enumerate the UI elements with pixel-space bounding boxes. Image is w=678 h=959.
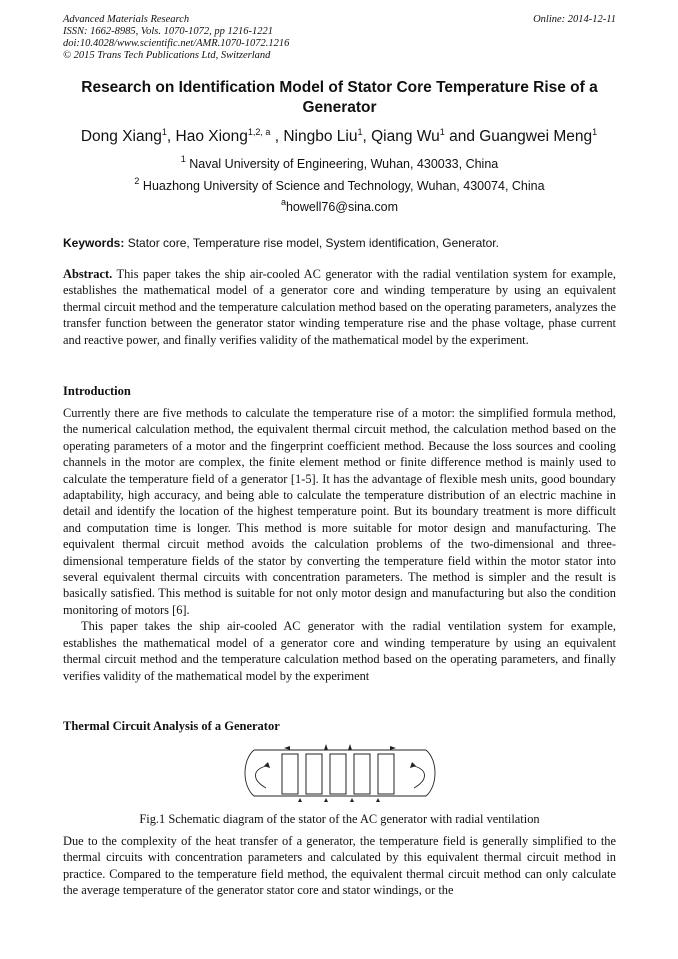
thermal-circuit-section [63,833,616,899]
author-separator: , [166,128,176,145]
abstract [63,266,616,348]
airflow-arrow [390,746,396,750]
keywords-label: Keywords: [63,236,125,250]
airflow-arrow [264,762,270,768]
figure-1-stator-diagram [240,740,440,806]
stator-segment [282,754,298,794]
author-affiliation-mark: 1,2, a [247,127,271,137]
author-name: Ningbo Liu [283,128,358,145]
airflow-arrow [324,798,328,802]
affiliation-text: Huazhong University of Science and Technology, Wuhan, 430074, China [139,179,545,193]
airflow-arrow [298,798,302,802]
airflow-arrow [376,798,380,802]
author-email[interactable] [63,197,616,214]
journal-issn: ISSN: 1662-8985, Vols. 1070-1072, pp 1216-1221 [63,26,273,37]
figure-caption: Fig.1 Schematic diagram of the stator of the AC generator with radial ventilation [139,812,540,826]
affiliation-mark: 2 [134,176,140,186]
author-name: Guangwei Meng [479,128,593,145]
affiliation-text: Naval University of Engineering, Wuhan, 430033, China [185,157,499,171]
airflow-arrow [284,746,290,750]
author-affiliation-mark: 1 [439,127,445,137]
airflow-arrow [324,744,328,750]
affiliation-2 [63,176,616,193]
section-heading-introduction: Introduction [63,384,131,398]
section-heading-thermal-circuit: Thermal Circuit Analysis of a Generator [63,719,280,733]
paragraph: This paper takes the ship air-cooled AC generator with the radial ventilation system for example, establishes the mathematical model of a generator core and winding temperature by using an equivalent thermal circuit method and the temperature calculation method based on the operating parameters, and finally verifies validity of the mathematical model by the experiment [63,619,616,683]
author-affiliation-mark: 1 [592,127,598,137]
online-date: Online: 2014-12-11 [533,14,616,25]
affiliation-mark: 1 [180,154,186,164]
journal-header [63,14,616,62]
right-air-loop [414,766,425,788]
author-list [30,128,648,146]
keywords-text: Stator core, Temperature rise model, System identification, Generator. [124,236,499,250]
keywords [63,236,616,250]
stator-segment [378,754,394,794]
author-separator: , [362,128,372,145]
email-mark: a [280,197,286,207]
author-separator: , [270,128,284,145]
stator-segment [330,754,346,794]
abstract-label: Abstract. [63,267,113,281]
author-name: Hao Xiong [175,128,248,145]
email-address[interactable]: howell76@sina.com [285,200,399,214]
journal-name: Advanced Materials Research [63,14,190,25]
paragraph: Due to the complexity of the heat transfer of a generator, the temperature field is generally simplified to the thermal circuits with concentration parameters and calculated by this equivalent thermal circuit method in practice. Compared to the temperature field method, the equivalent thermal circuit method can only calculate the average temperature of the generator stator core and stator windings, or the [63,834,616,898]
paragraph: Currently there are five methods to calculate the temperature rise of a motor: the simplified formula method, the numerical calculation method, the equivalent thermal circuit method, the calculation method based on the operating parameters of a motor and the fingerprint coefficient method. Because the loss sources and cooling channels in the motor are complex, the finite element method or finite difference method is mainly used to calculate the temperature field of a generator [1-5]. It has the advantage of flexible mesh units, good boundary adaptability, high accuracy, and being able to calculate the temperature distribution of an electric machine in detail and identify the location of the highest temperature point. But its boundary treatment is more difficult and computation time is longer. This method is more suitable for motor design and manufacturing. The equivalent thermal circuit method avoids the calculation problems of the two-dimensional and three-dimensional temperature fields of the stator by converting the temperature field within the motor stator into several equivalent thermal circuits with concentration parameters. The method is simpler and the result is basically satisfied. This method is suitable for not only motor design and manufacturing but also the condition monitoring of motors [6]. [63,406,616,617]
paper-title: Research on Identification Model of Stator Core Temperature Rise of a Generator [81,79,598,116]
author-name: Qiang Wu [371,128,440,145]
left-air-loop [256,766,267,788]
abstract-text: This paper takes the ship air-cooled AC generator with the radial ventilation system for example, establishes the mathematical model of a generator core and winding temperature by using an equivalent thermal circuit method and the temperature calculation method based on the operating parameters, analyzes the transfer function between the generator stator winding temperature rise and the phase voltage, phase current and reactive power, and finally verifies validity of the mathematical model by the experiment. [63,267,616,347]
stator-segment [354,754,370,794]
airflow-arrow [410,762,416,768]
airflow-arrow [348,744,352,750]
stator-segment [306,754,322,794]
journal-copyright: © 2015 Trans Tech Publications Ltd, Switzerland [63,50,271,61]
airflow-arrow [350,798,354,802]
left-outer-loop [245,750,254,796]
journal-doi: doi:10.4028/www.scientific.net/AMR.1070-1072.1216 [63,38,290,49]
author-separator: and [444,128,480,145]
author-name: Dong Xiang [80,128,162,145]
author-affiliation-mark: 1 [161,127,167,137]
stator-schematic [240,740,440,806]
author-affiliation-mark: 1 [357,127,363,137]
introduction-section [63,405,616,684]
affiliation-1 [63,154,616,171]
right-outer-loop [426,750,435,796]
